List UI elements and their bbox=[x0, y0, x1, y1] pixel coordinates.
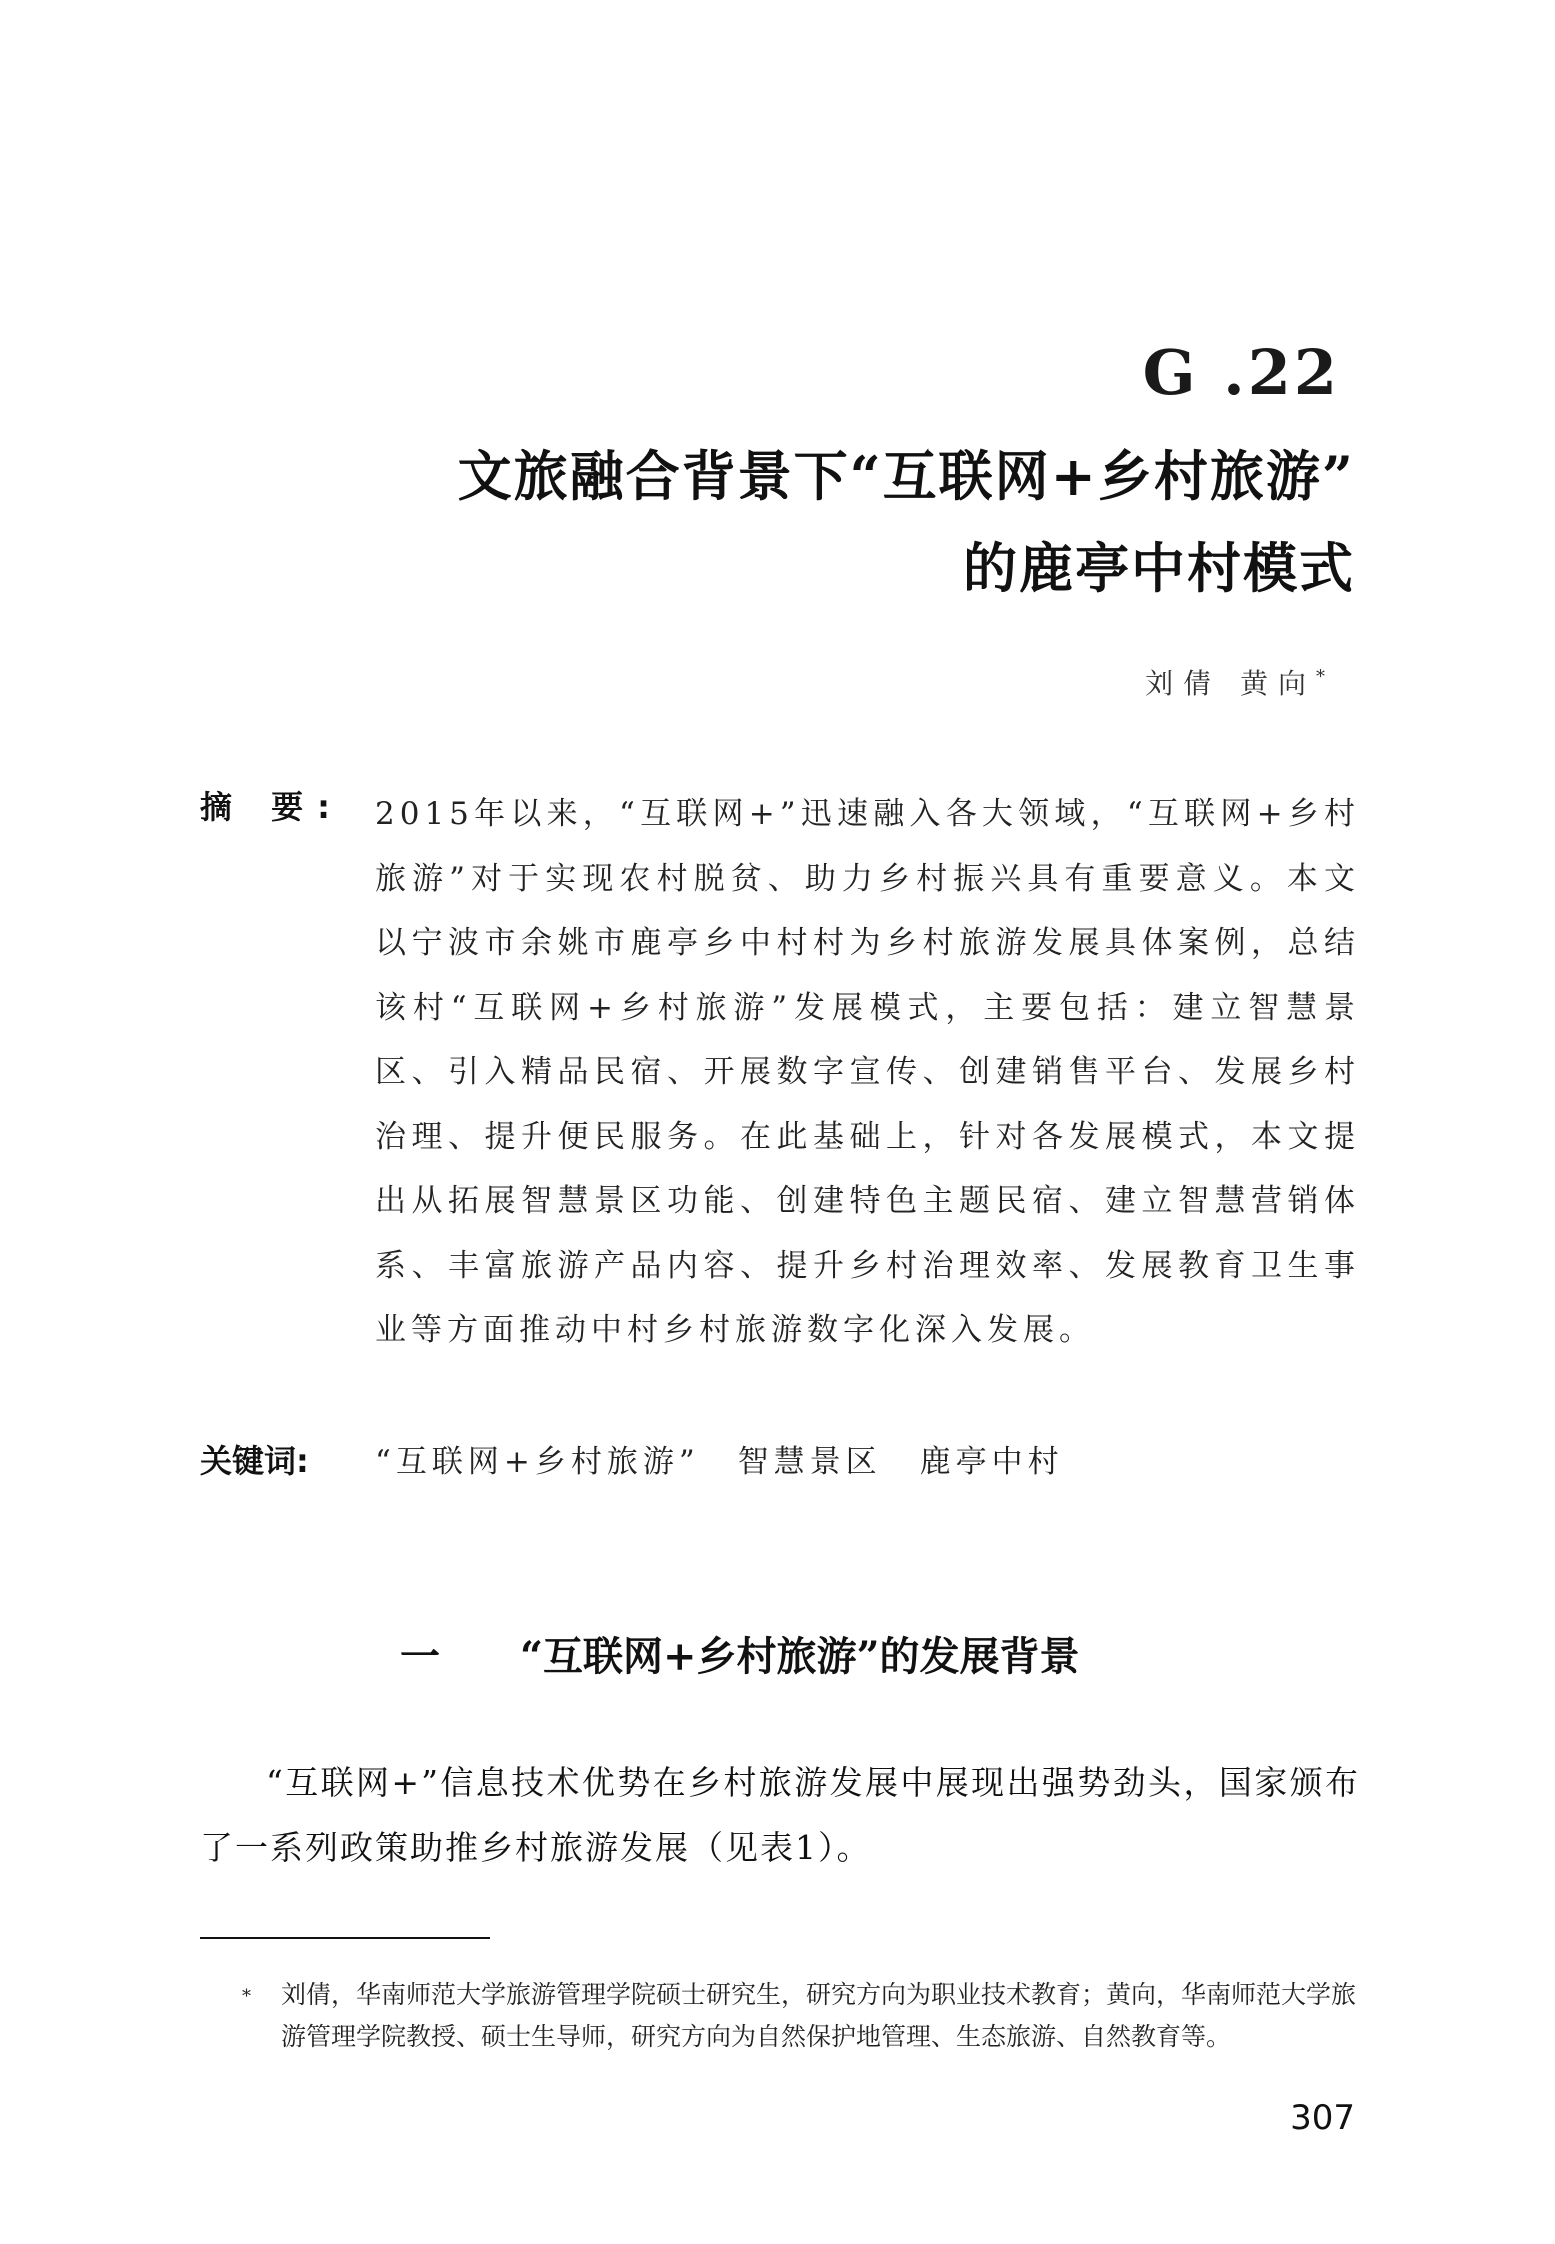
authors bbox=[1145, 662, 1325, 702]
footnote bbox=[242, 1974, 1360, 2058]
page-number: 307 bbox=[1290, 2098, 1355, 2138]
section-number: 一 bbox=[400, 1633, 440, 1680]
abstract-text: 2015年以来，“互联网+”迅速融入各大领域，“互联网+乡村旅游”对于实现农村脱贫、助力乡村振兴具有重要意义。本文以宁波市余姚市鹿亭乡中村村为乡村旅游发展具体案例，总结该村“互联网+乡村旅游”发展模式，主要包括：建立智慧景区、引入精品民宿、开展数字宣传、创建销售平台、发展乡村治理、提升便民服务。在此基础上，针对各发展模式，本文提出从拓展智慧景区功能、创建特色主题民宿、建立智慧营销体系、丰富旅游产品内容、提升乡村治理效率、发展教育卫生事业等方面推动中村乡村旅游数字化深入发展。 bbox=[375, 796, 1360, 1348]
article-title bbox=[255, 430, 1355, 614]
keywords bbox=[200, 1436, 1360, 1482]
author-names: 刘倩 黄向 bbox=[1145, 667, 1316, 700]
section-heading bbox=[400, 1625, 1080, 1682]
footnote-text: 刘倩，华南师范大学旅游管理学院硕士研究生，研究方向为职业技术教育；黄向，华南师范大学旅游管理学院教授、硕士生导师，研究方向为自然保护地管理、生态旅游、自然教育等。 bbox=[281, 1980, 1357, 2051]
title-line-1: 文旅融合背景下“互联网+乡村旅游” bbox=[457, 444, 1355, 508]
abstract-label: 摘 要: bbox=[200, 788, 344, 826]
footnote-divider bbox=[200, 1937, 490, 1939]
keyword-item: 鹿亭中村 bbox=[919, 1444, 1064, 1480]
keyword-item: 智慧景区 bbox=[737, 1444, 882, 1480]
footnote-marker: * bbox=[242, 1986, 251, 2007]
body-paragraph: “互联网+”信息技术优势在乡村旅游发展中展现出强势劲头，国家颁布了一系列政策助推乡村旅游发展（见表1）。 bbox=[200, 1763, 1360, 1867]
keyword-item: “互联网+乡村旅游” bbox=[375, 1444, 700, 1480]
keywords-label: 关键词: bbox=[200, 1442, 309, 1480]
section-title: “互联网+乡村旅游”的发展背景 bbox=[520, 1633, 1080, 1680]
author-footnote-marker: * bbox=[1316, 666, 1325, 688]
report-code: G .22 bbox=[1142, 336, 1340, 409]
title-line-2: 的鹿亭中村模式 bbox=[963, 536, 1355, 600]
